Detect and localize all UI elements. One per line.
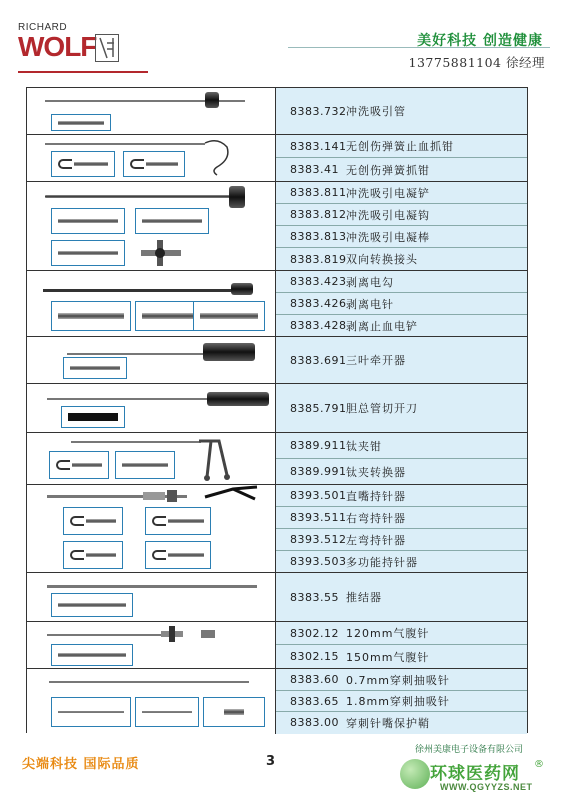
instrument-handle xyxy=(231,283,253,295)
instrument-image xyxy=(27,384,276,432)
product-row xyxy=(276,135,527,158)
instrument-shaft xyxy=(45,195,231,198)
detail-box xyxy=(63,357,127,379)
instrument-image xyxy=(27,433,276,484)
product-group xyxy=(27,669,527,734)
detail-box xyxy=(63,507,123,535)
product-name: 右弯持针器 xyxy=(346,511,406,525)
product-code: 8383.423 xyxy=(290,275,347,288)
product-group xyxy=(27,337,527,384)
instrument-handle xyxy=(205,92,219,108)
product-group xyxy=(27,433,527,485)
product-name: 冲洗吸引电凝铲 xyxy=(346,186,430,200)
product-group xyxy=(27,88,527,135)
product-row xyxy=(276,691,527,712)
product-name: 120mm气腹针 xyxy=(346,627,430,640)
product-row xyxy=(276,622,527,645)
product-row xyxy=(276,573,527,621)
product-code: 8389.911 xyxy=(290,439,347,452)
instrument-image xyxy=(27,182,276,270)
logo-underline xyxy=(18,71,148,73)
detail-box xyxy=(51,644,133,666)
product-info xyxy=(276,384,527,432)
product-row xyxy=(276,669,527,691)
instrument-shaft xyxy=(47,585,257,588)
detail-box xyxy=(123,151,185,177)
detail-box xyxy=(51,301,131,331)
instrument-shaft xyxy=(71,441,201,443)
product-code: 8389.991 xyxy=(290,465,347,478)
product-code: 8383.00 xyxy=(290,716,339,729)
product-code: 8302.15 xyxy=(290,650,339,663)
product-group xyxy=(27,384,527,433)
product-name: 多功能持针器 xyxy=(346,555,418,569)
product-group xyxy=(27,271,527,337)
website-name: 环球医药网 xyxy=(430,764,520,784)
product-name: 冲洗吸引电凝钩 xyxy=(346,208,430,222)
veress-needle-hub-icon xyxy=(161,624,221,644)
product-row xyxy=(276,337,527,383)
globe-icon xyxy=(400,759,430,789)
product-code: 8393.501 xyxy=(290,489,347,502)
website-watermark xyxy=(400,757,550,797)
adapter-icon xyxy=(137,238,187,268)
instrument-shaft xyxy=(47,398,217,400)
product-row xyxy=(276,293,527,315)
instrument-handle xyxy=(229,186,245,208)
product-code: 8383.41 xyxy=(290,163,339,176)
detail-box xyxy=(51,114,111,131)
product-group xyxy=(27,182,527,271)
product-row xyxy=(276,384,527,432)
product-name: 剥离电针 xyxy=(346,297,394,311)
instrument-image xyxy=(27,337,276,383)
product-name: 0.7mm穿刺抽吸针 xyxy=(346,673,450,687)
instrument-handle xyxy=(203,343,255,361)
logo-top-text: RICHARD xyxy=(18,22,68,33)
product-row xyxy=(276,226,527,248)
instrument-image xyxy=(27,88,276,134)
page-number: 3 xyxy=(266,754,276,769)
detail-box xyxy=(203,697,265,727)
detail-box xyxy=(63,541,123,569)
instrument-image xyxy=(27,669,276,734)
product-name: 冲洗吸引管 xyxy=(346,105,406,118)
product-name: 穿刺针嘴保护鞘 xyxy=(346,716,430,730)
instrument-handle xyxy=(207,392,269,406)
product-group xyxy=(27,485,527,573)
product-code: 8383.813 xyxy=(290,230,347,243)
product-row xyxy=(276,529,527,551)
clip-applier-handle-icon xyxy=(197,435,233,481)
product-name: 左弯持针器 xyxy=(346,533,406,547)
product-code: 8393.503 xyxy=(290,555,347,568)
detail-box xyxy=(61,406,125,428)
product-info xyxy=(276,88,527,134)
product-table xyxy=(26,87,528,733)
product-row xyxy=(276,507,527,529)
detail-box xyxy=(51,208,125,234)
product-name: 冲洗吸引电凝棒 xyxy=(346,230,430,244)
product-row xyxy=(276,459,527,484)
product-row xyxy=(276,485,527,507)
product-info xyxy=(276,669,527,734)
product-info xyxy=(276,337,527,383)
detail-box xyxy=(49,451,109,479)
product-info xyxy=(276,485,527,572)
product-name: 双向转换接头 xyxy=(346,253,418,266)
product-code: 8383.55 xyxy=(290,590,339,604)
product-group xyxy=(27,573,527,622)
product-code: 8383.732 xyxy=(290,104,347,118)
logo-emblem-icon xyxy=(95,34,119,62)
product-name: 钛夹转换器 xyxy=(346,465,406,479)
footer-tagline: 尖端科技 国际品质 xyxy=(22,757,140,772)
product-row xyxy=(276,182,527,204)
product-name: 剥离电勾 xyxy=(346,275,394,289)
product-code: 8393.511 xyxy=(290,511,347,524)
product-row xyxy=(276,88,527,134)
footer-company: 徐州美康电子设备有限公司 xyxy=(415,745,524,755)
product-code: 8383.141 xyxy=(290,139,347,153)
detail-box xyxy=(115,451,175,479)
header-contact: 13775881104 徐经理 xyxy=(408,55,545,70)
logo-main-text: WOLF xyxy=(18,31,97,62)
jaw-detail-icon xyxy=(203,485,259,505)
product-info xyxy=(276,271,527,336)
product-code: 8385.791 xyxy=(290,401,347,415)
product-info xyxy=(276,182,527,270)
detail-box xyxy=(51,151,115,177)
product-name: 150mm气腹针 xyxy=(346,650,430,664)
product-code: 8383.819 xyxy=(290,252,347,266)
detail-box xyxy=(135,697,199,727)
instrument-shaft xyxy=(49,681,249,683)
product-code: 8383.428 xyxy=(290,319,347,332)
instrument-shaft xyxy=(43,289,233,292)
product-code: 8383.811 xyxy=(290,186,347,199)
instrument-shaft xyxy=(47,634,177,636)
product-code: 8383.60 xyxy=(290,673,339,686)
detail-box xyxy=(135,208,209,234)
product-name: 剥离止血电铲 xyxy=(346,319,418,333)
product-row xyxy=(276,204,527,226)
detail-box xyxy=(193,301,265,331)
instrument-image xyxy=(27,485,276,572)
website-url: WWW.QGYYZS.NET xyxy=(440,782,533,792)
product-code: 8383.65 xyxy=(290,694,339,708)
richard-wolf-logo xyxy=(18,22,128,74)
instrument-image xyxy=(27,271,276,336)
product-row xyxy=(276,712,527,733)
product-group xyxy=(27,135,527,182)
instrument-image xyxy=(27,573,276,621)
detail-box xyxy=(145,507,211,535)
product-row xyxy=(276,158,527,181)
product-row xyxy=(276,315,527,336)
instrument-image xyxy=(27,135,276,181)
product-name: 三叶牵开器 xyxy=(346,354,406,367)
product-row xyxy=(276,248,527,270)
detail-box xyxy=(51,240,125,266)
spring-handle-icon xyxy=(203,137,233,177)
product-group xyxy=(27,622,527,669)
product-name: 无创伤弹簧抓钳 xyxy=(346,163,430,177)
product-info xyxy=(276,135,527,181)
product-name: 胆总管切开刀 xyxy=(346,402,418,415)
product-row xyxy=(276,433,527,459)
product-info xyxy=(276,573,527,621)
product-code: 8302.12 xyxy=(290,626,339,640)
product-info xyxy=(276,433,527,484)
instrument-shaft xyxy=(67,353,207,355)
product-info xyxy=(276,622,527,668)
product-row xyxy=(276,551,527,572)
product-name: 1.8mm穿刺抽吸针 xyxy=(346,695,450,708)
detail-box xyxy=(51,697,131,727)
registered-mark: ® xyxy=(534,759,544,770)
needle-holder-handle-icon xyxy=(143,489,203,503)
product-name: 无创伤弹簧止血抓钳 xyxy=(346,140,454,153)
detail-box xyxy=(51,593,133,617)
product-row xyxy=(276,271,527,293)
product-name: 钛夹钳 xyxy=(346,439,382,453)
header-slogan: 美好科技 创造健康 xyxy=(417,33,543,49)
product-name: 推结器 xyxy=(346,591,382,604)
product-code: 8383.691 xyxy=(290,353,347,367)
product-code: 8383.426 xyxy=(290,297,347,310)
product-code: 8383.812 xyxy=(290,208,347,221)
product-name: 直嘴持针器 xyxy=(346,489,406,503)
instrument-image xyxy=(27,622,276,668)
product-row xyxy=(276,645,527,668)
product-code: 8393.512 xyxy=(290,533,347,546)
detail-box xyxy=(145,541,211,569)
instrument-shaft xyxy=(45,143,205,145)
